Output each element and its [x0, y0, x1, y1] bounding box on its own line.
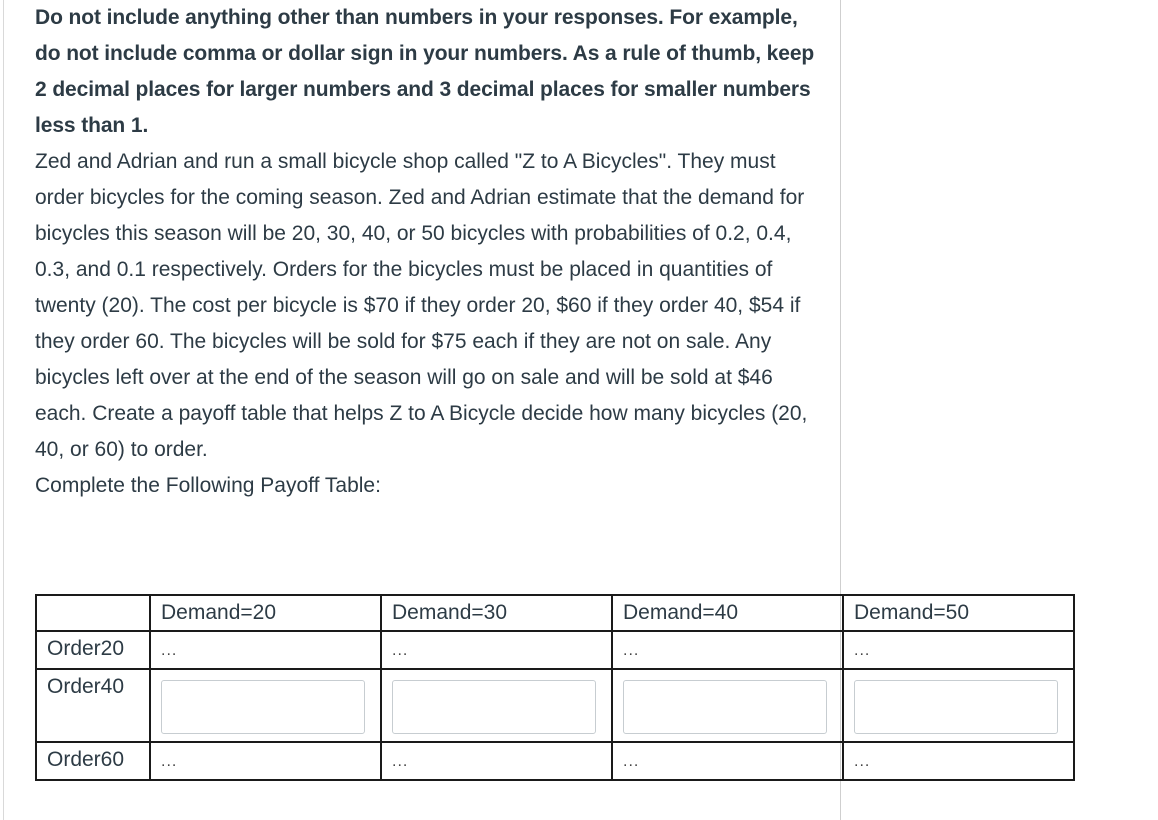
answer-dropdown-order60-demand50[interactable]: ... [854, 753, 871, 770]
table-row-order40 [36, 669, 1074, 742]
cell-order40-demand40 [612, 669, 843, 742]
table-row-order60 [36, 742, 1074, 780]
cell-order60-demand30 [381, 742, 612, 780]
answer-input-order40-demand20[interactable] [161, 680, 365, 734]
cell-order40-demand30 [381, 669, 612, 742]
table-row-order20 [36, 631, 1074, 669]
cell-order60-demand40 [612, 742, 843, 780]
cell-order40-demand50 [843, 669, 1074, 742]
column-header-demand-40: Demand=40 [612, 595, 843, 631]
answer-dropdown-order60-demand40[interactable]: ... [623, 753, 640, 770]
column-header-demand-50: Demand=50 [843, 595, 1074, 631]
question-text [35, 0, 825, 504]
cell-order60-demand20 [150, 742, 381, 780]
table-prompt: Complete the Following Payoff Table: [35, 474, 381, 497]
cell-order20-demand40 [612, 631, 843, 669]
answer-input-order40-demand50[interactable] [854, 680, 1058, 734]
column-header-demand-30: Demand=30 [381, 595, 612, 631]
row-label-order40: Order40 [36, 669, 150, 742]
row-label-order20: Order20 [36, 631, 150, 669]
answer-input-order40-demand40[interactable] [623, 680, 827, 734]
answer-dropdown-order20-demand30[interactable]: ... [392, 642, 409, 659]
payoff-table [35, 594, 1075, 781]
row-label-order60: Order60 [36, 742, 150, 780]
answer-instructions: Do not include anything other than numbers in your responses. For example, do not include comma or dollar sign in your numbers. As a rule of thumb, keep 2 decimal places for larger numbers and 3 decimal places for smaller numbers less than 1. [35, 6, 815, 137]
table-header-row [36, 595, 1074, 631]
content-frame-left-border [3, 0, 4, 820]
column-header-demand-20: Demand=20 [150, 595, 381, 631]
table-corner-cell [36, 595, 150, 631]
answer-input-order40-demand30[interactable] [392, 680, 596, 734]
answer-dropdown-order60-demand30[interactable]: ... [392, 753, 409, 770]
answer-dropdown-order20-demand40[interactable]: ... [623, 642, 640, 659]
answer-dropdown-order60-demand20[interactable]: ... [161, 753, 178, 770]
cell-order20-demand30 [381, 631, 612, 669]
cell-order20-demand50 [843, 631, 1074, 669]
answer-dropdown-order20-demand20[interactable]: ... [161, 642, 178, 659]
cell-order60-demand50 [843, 742, 1074, 780]
cell-order20-demand20 [150, 631, 381, 669]
problem-statement: Zed and Adrian and run a small bicycle shop called "Z to A Bicycles". They must order bicycles for the coming season. Zed and Adrian estimate that the demand for bicycles this season will be 20, 30, 40, or 50 bicycles with probabilities of 0.2, 0.4, 0.3, and 0.1 respectively. Orders for the bicycles must be placed in quantities of twenty (20). The cost per bicycle is $70 if they order 20, $60 if they order 40, $54 if they order 60. The bicycles will be sold for $75 each if they are not on sale. Any bicycles left over at the end of the season will go on sale and will be sold at $46 each. Create a payoff table that helps Z to A Bicycle decide how many bicycles (20, 40, or 60) to order. [35, 150, 808, 461]
answer-dropdown-order20-demand50[interactable]: ... [854, 642, 871, 659]
cell-order40-demand20 [150, 669, 381, 742]
